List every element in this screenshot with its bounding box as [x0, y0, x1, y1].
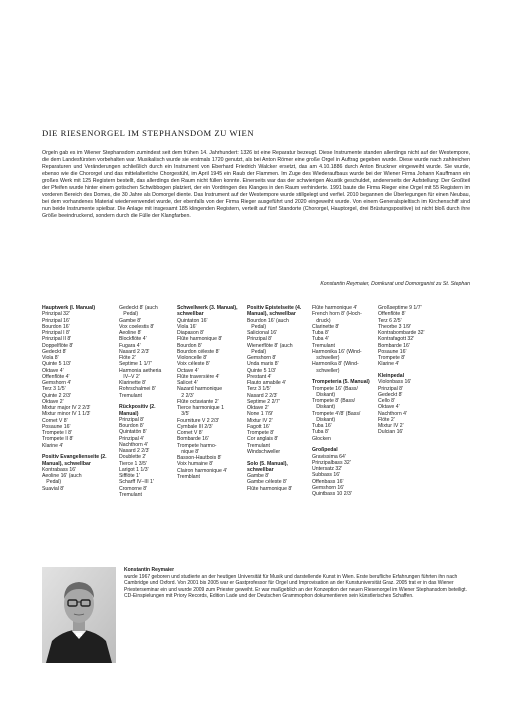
stop-entry: Dulcian 16': [378, 429, 404, 436]
stop-entry: Prinzipal 8': [378, 385, 403, 392]
stop-entry: Untersatz 32': [312, 466, 343, 472]
stop-entry: Trompete 8': [378, 355, 406, 361]
stop-entry: Viola 8': [42, 355, 59, 361]
stop-entry: Glocken: [312, 435, 331, 442]
stop-entry: Tuba 16': [312, 423, 332, 429]
stop-entry: Unda maris 8': [247, 361, 279, 368]
stop-entry: Posaune 16': [42, 423, 71, 430]
stop-entry: 3/5': [177, 411, 190, 418]
stop-entry: Flûte harmonique 8': [247, 485, 293, 492]
stop-entry: Gambe 8': [247, 473, 270, 479]
stop-entry: Septime 1 1/7': [119, 361, 152, 368]
stop-entry: Fagott 16': [247, 423, 270, 430]
stop-entry: Salicional 16': [247, 330, 278, 336]
stop-entry: Wienerflöte 8' (auch: [247, 342, 293, 349]
stop-entry: Nasard 2 2/3': [119, 448, 150, 454]
division-title: Trompeteria (5. Manual): [312, 379, 370, 386]
stop-entry: IV–V 2': [119, 373, 140, 380]
author-portrait: [42, 567, 116, 663]
stop-entry: Voix humaine 8': [177, 461, 214, 468]
stop-entry: Prinzipal II 8': [42, 336, 72, 343]
stop-entry: 2 2/3': [177, 392, 194, 399]
stop-entry: Quinte 2 2/3': [42, 392, 71, 399]
stoplist-column: [312, 305, 376, 497]
stop-entry: Violonbass 16': [378, 379, 412, 386]
stop-entry: Quinte 5 1/3': [42, 361, 71, 368]
stop-entry: Gravissima 64': [312, 453, 346, 460]
stop-entry: Flöte 2': [378, 416, 395, 423]
stop-entry: Oktave 2': [42, 398, 64, 405]
stop-entry: Prinzipal I 8': [42, 330, 70, 336]
stop-entry: Basson-Hautbois 8': [177, 455, 222, 461]
stop-entry: Suavial 8': [42, 485, 65, 492]
stop-entry: Trompete I 8': [42, 430, 72, 436]
stop-entry: Bombarde 16': [177, 436, 209, 443]
stop-entry: Offenflöte 8': [378, 311, 406, 318]
stop-entry: Gedeckt 8' (auch: [119, 305, 158, 311]
stop-entry: Cor anglais 8': [247, 436, 279, 443]
stop-entry: Viola 16': [177, 323, 197, 330]
stop-entry: Fourniture V 2 2/3': [177, 417, 220, 424]
stop-entry: Cymbale III 2/3': [177, 423, 213, 430]
stop-entry: Klarine 4': [42, 442, 64, 449]
stop-entry: Bourdon 16' (auch: [247, 317, 289, 324]
stop-entry: Terz 3 1/5': [247, 386, 271, 393]
stop-entry: druck): [312, 317, 331, 324]
stop-entry: schweller): [312, 355, 340, 361]
stop-entry: Clairon harmonique 4': [177, 467, 228, 474]
stop-entry: Doppelflöte 8': [42, 342, 74, 349]
stop-entry: Bourdon céleste 8': [177, 348, 220, 355]
portrait-photo: [42, 567, 116, 663]
stop-entry: Großseptime 9 1/7': [378, 305, 422, 311]
stop-entry: Octave 4': [177, 367, 199, 374]
stop-entry: Trompete II 8': [42, 436, 74, 443]
stoplist-column: [119, 305, 175, 498]
stop-entry: Rohrschalmei 8': [119, 386, 156, 393]
bio-text: wurde 1967 geboren und studierte an der heutigen Universität für Musik und darstellende Kunst in Wien. Erste berufliche Erfahrungen führten ihn nach Cambridge und Oxford. Von 2001 bis 2005 war er Gastprofessor für Orgel und Improvisation an der Kunstuniversität Graz. 2005 trat er in das Wiener Priesterseminar ein und wurde 2009 zum Priester geweiht. Er war maßgeblich an der Konzeption der neuen Riesenorgel im Wiener Stephansdom beteiligt. CD-Einspielungen mit Priory Records, Edition Lade und der Deutschen Grammophon dokumentieren sein künstlerisches Schaffen.: [124, 573, 467, 600]
stop-entry: Cornet V 8': [177, 430, 203, 436]
stop-entry: Terz 6 2/5': [378, 317, 402, 324]
stop-entry: Trompete 8': [247, 430, 275, 436]
stop-entry: Gemshorn 8': [247, 355, 277, 361]
stop-entry: Vox coelestis 8': [119, 323, 155, 330]
stop-entry: Diskant): [312, 416, 336, 423]
intro-paragraph: Orgeln gab es im Wiener Stephansdom zumindest seit dem frühen 14. Jahrhundert: 1326 ist eine Reparatur bezeugt. Diese Instrumente standen allerdings nicht auf der Westempore, die dem Landesfürsten vorbehalten war. Musikalisch wurde sie erstmals 1720 genutzt, als bei Anton Römer eine große Orgel in Auftrag gegeben wurde. Diese wurde nach zahlreichen Reparaturen und Veränderungen schließlich durch ein Instrument von Eberhard Friedrich Walcker ersetzt, das am 4.10.1886 durch Anton Bruckner eingeweiht wurde. Sie wurde, ebenso wie die Chororgel und das mittelalterliche Chorgestühl, im April 1945 ein Raub der Flammen. Im Zuge des Wiederaufbaus wurde bei der Wiener Firma Johann Kauffmann ein großes Werk mit 125 Registern bestellt, das allerdings den Raum nicht füllen konnte. Einerseits war das der schwierigen Akustik geschuldet, andererseits der Aufstellung: Der Großteil der Pfeifen wurde hinter einem gotischen Schwibbogen platziert, der ein Vordringen des Klanges in den Raum verhinderte. 1991 baute die Firma Rieger eine Orgel mit 55 Registern im vorderen Bereich des Domes, die 30 Jahre als Domorgel diente. Das Instrument auf der Westempore wurde stillgelegt und verfiel. 2010 begannen die Überlegungen für einen Neubau, bei dem vorhandenes Material wiederverwendet wurde, der ebenfalls von der Firma Rieger ausgeführt und 2020 eingeweiht wurde. Von einem Generalspieltisch im Kirchenschiff sind nun beide Instrumente spielbar. Die Anlage mit insgesamt 185 klingenden Registern, verteilt auf fünf Standorte (Chororgel, Hauptorgel, drei Brüstungspositive) ist nicht bloß durch ihre Größe beeindruckend, sondern durch die Fülle der Klangfarben.: [42, 150, 470, 220]
stop-entry: Offenflöte 4': [42, 373, 70, 380]
stoplist-column: [247, 305, 311, 492]
stop-entry: Harmonika 16' (Wind-: [312, 348, 362, 355]
stop-entry: Pedal): [247, 323, 267, 330]
stop-entry: Gambe céleste 8': [247, 479, 287, 486]
stop-entry: Nachthorn 4': [119, 441, 148, 448]
stop-entry: Gemshorn 16': [312, 484, 345, 491]
stop-entry: Blockflöte 4': [119, 336, 147, 343]
stop-entry: nique 8': [177, 448, 200, 455]
stop-entry: schweller): [312, 367, 340, 374]
stop-entry: Tuba 8': [312, 429, 329, 436]
division-title: Kleinpedal: [378, 373, 404, 379]
stop-entry: Flûte harmonique 8': [177, 336, 223, 343]
stop-entry: Flûte harmonique 4': [312, 305, 358, 311]
stop-entry: Mixtur IV 2': [378, 423, 404, 429]
stop-entry: Tuba 8': [312, 330, 329, 336]
bio-name: Konstantin Reymaier: [124, 567, 175, 573]
stop-entry: Tremulant: [247, 442, 270, 449]
stop-entry: Tierce harmonique 1: [177, 405, 224, 411]
division-title: Positiv Evangelienseite (2. Manual), schwellbar: [42, 454, 107, 467]
stop-entry: Tremulant: [119, 491, 142, 498]
stop-entry: Cello 8': [378, 398, 395, 404]
stop-entry: Sifflöte 1': [119, 473, 140, 479]
stop-entry: Quintatön 8': [119, 429, 147, 436]
stop-entry: Prinzipal 16': [42, 317, 70, 324]
stop-entry: Theorbe 3 1/9': [378, 323, 411, 330]
division-title: Solo (5. Manual), schwellbar: [247, 460, 288, 473]
stop-entry: Salicet 4': [177, 380, 198, 386]
stop-entry: Mixtur minor IV 1 1/3': [42, 411, 91, 418]
stop-entry: Nasard 2 2/3': [119, 348, 150, 355]
division-title: Großpedal: [312, 447, 338, 454]
stop-entry: Mixtur IV 2': [247, 417, 273, 424]
stop-entry: Pedal): [119, 311, 139, 318]
stop-entry: Kontrabass 16': [42, 466, 77, 473]
stop-entry: Flöte 2': [119, 355, 136, 361]
stop-entry: Oktave 4': [378, 404, 400, 411]
stop-entry: Diskant): [312, 404, 336, 411]
article-title: DIE RIESENORGEL IM STEPHANSDOM ZU WIEN: [42, 128, 255, 138]
stop-entry: None 1 7/9': [247, 411, 274, 418]
stop-entry: Oktave 4': [42, 367, 64, 374]
stop-entry: Oktave 2': [247, 405, 269, 411]
stop-entry: Voix céleste 8': [177, 361, 210, 368]
stop-entry: Doublette 2': [119, 454, 147, 461]
stop-entry: Bourdon 16': [42, 323, 70, 330]
stop-entry: Trompete 8' (Bass/: [312, 398, 356, 404]
stop-entry: Windschweller: [247, 448, 281, 455]
stop-entry: Flûte octaviante 2': [177, 398, 219, 405]
stop-entry: Scharff IV–III 1': [119, 479, 154, 486]
stop-entry: Kontrabombarde 32': [378, 330, 425, 336]
author-signature: Konstantin Reymaier, Domkurat und Domorganist zu St. Stephan: [320, 281, 470, 287]
stop-entry: Quinte 5 1/3': [247, 367, 276, 374]
stop-entry: Terz 3 1/5': [42, 386, 66, 393]
stop-entry: Tremulant: [312, 342, 335, 349]
stop-entry: Violoncelle 8': [177, 355, 208, 361]
stop-entry: Prinzipal 4': [119, 435, 144, 442]
stop-entry: Prinzipal 8': [247, 336, 272, 343]
stop-entry: Cromorne 8': [119, 485, 148, 492]
stop-entry: Prinzipal 32': [42, 311, 70, 318]
stop-entry: Harmonika 8' (Wind-: [312, 361, 359, 368]
stop-entry: French horn 8' (Hoch-: [312, 311, 362, 318]
stop-entry: Tierce 1 3/5': [119, 460, 147, 467]
stop-entry: Nachthorn 4': [378, 410, 407, 417]
stop-entry: Diapason 8': [177, 330, 204, 336]
stop-entry: Harmonia aetheria: [119, 367, 162, 374]
stop-entry: Flauto amabile 4': [247, 380, 286, 386]
stop-entry: Nazard harmonique: [177, 386, 223, 393]
author-bio: [124, 567, 476, 600]
stop-entry: Gambe 8': [119, 317, 142, 324]
stoplist-column: [378, 305, 442, 436]
stop-entry: Aeoline 8': [119, 330, 142, 336]
stop-entry: Bourdon 8': [177, 342, 202, 349]
stop-entry: Diskant): [312, 391, 336, 398]
stop-entry: Quintbass 10 2/3': [312, 491, 352, 497]
stop-entry: Offenbass 16': [312, 478, 344, 485]
stoplist: [42, 305, 482, 560]
stop-entry: Cornet V 8': [42, 417, 68, 424]
stop-entry: Pedal): [247, 348, 267, 355]
stop-entry: Posaune 16': [378, 348, 407, 355]
stop-entry: Quintaton 16': [177, 317, 208, 324]
stop-entry: Gemshorn 4': [42, 380, 72, 386]
stop-entry: Larigot 1 1/3': [119, 466, 149, 473]
stop-entry: Gedeckt 8': [42, 348, 67, 355]
stop-entry: Prinzipalbass 32': [312, 459, 351, 466]
stop-entry: Tremulant: [119, 392, 142, 399]
stop-entry: Kontrafagott 32': [378, 336, 415, 343]
stop-entry: Prinzipal 8': [119, 416, 144, 423]
stop-entry: Fugara 4': [119, 342, 141, 349]
stop-entry: Tremblant: [177, 473, 200, 480]
division-title: Positiv Epistelseite (4. Manual), schwellbar: [247, 305, 302, 318]
stop-entry: Gedeckt 8': [378, 391, 403, 398]
stop-entry: Klarine 4': [378, 361, 400, 368]
stop-entry: Bombarde 16': [378, 342, 410, 349]
stop-entry: Pedal): [42, 479, 62, 486]
stop-entry: Tuba 4': [312, 336, 329, 343]
stop-entry: Septime 2 2/7': [247, 398, 280, 405]
stop-entry: Bourdon 8': [119, 423, 144, 429]
division-title: Hauptwerk (I. Manual): [42, 305, 96, 311]
stop-entry: Clarinette 8': [312, 323, 340, 330]
stop-entry: Subbass 16': [312, 472, 341, 479]
division-title: Rückpositiv (2. Manual): [119, 404, 156, 417]
stoplist-column: [177, 305, 245, 480]
division-title: Schwellwerk (3. Manual), schwellbar: [177, 305, 238, 318]
stop-entry: Mixtur major IV 2 2/3': [42, 405, 91, 411]
stoplist-column: [42, 305, 114, 492]
stop-entry: Klarinette 8': [119, 380, 146, 386]
stop-entry: Nasard 2 2/3': [247, 392, 278, 399]
stop-entry: Prestant 4': [247, 373, 272, 380]
stop-entry: Flûte traversière 4': [177, 373, 220, 380]
stop-entry: Trompete harmo-: [177, 442, 217, 449]
stop-entry: Trompete 16' (Bass/: [312, 385, 358, 392]
stop-entry: Aeoline 16' (auch: [42, 473, 82, 479]
stop-entry: Trompete 4'/8' (Bass/: [312, 410, 361, 417]
